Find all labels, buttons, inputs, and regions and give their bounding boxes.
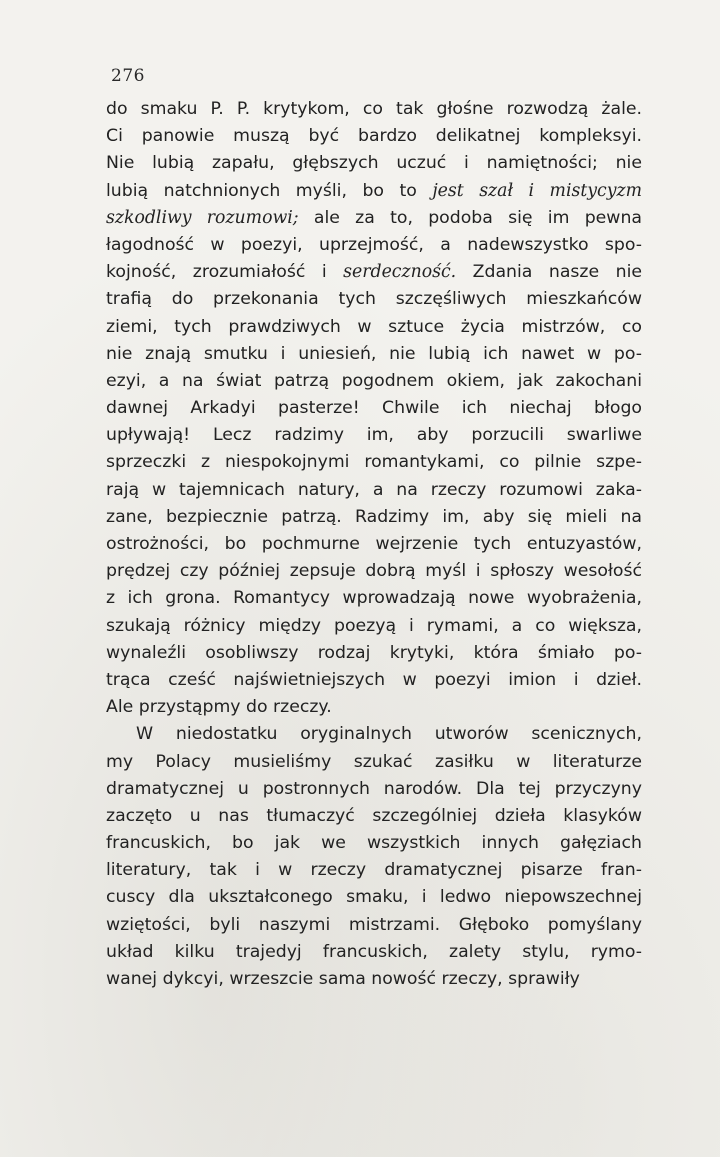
text-line: [106, 395, 642, 422]
text-line: [106, 205, 642, 232]
italic-text: serdeczność.: [343, 262, 457, 283]
text-line: [106, 96, 642, 123]
italic-text: szkodliwy rozumowi;: [106, 207, 299, 228]
text-run: ziemi, tych prawdziwych w sztuce życia mistrzów, co: [106, 316, 642, 337]
text-line: [106, 776, 642, 803]
text-run: prędzej czy później zepsuje dobrą myśl i spłoszy wesołość: [106, 561, 642, 582]
text-line: [106, 259, 642, 286]
text-run: cuscy dla ukształconego smaku, i ledwo niepowszechnej: [106, 887, 642, 908]
text-line: [106, 558, 642, 585]
text-run: W niedostatku oryginalnych utworów scenicznych,: [136, 724, 642, 745]
text-run: ezyi, a na świat patrzą pogodnem okiem, jak zakochani: [106, 370, 642, 391]
text-line: [106, 477, 642, 504]
text-line: [106, 585, 642, 612]
text-line: [106, 341, 642, 368]
text-run: z ich grona. Romantycy wprowadzają nowe wyobrażenia,: [106, 588, 642, 609]
text-run: wziętości, byli naszymi mistrzami. Głęboko pomyślany: [106, 914, 642, 935]
text-run: Ale przystąpmy do rzeczy.: [106, 697, 332, 718]
text-line: [106, 178, 642, 205]
text-line: [106, 857, 642, 884]
page-number: 276: [111, 66, 145, 86]
text-run: trafią do przekonania tych szczęśliwych mieszkańców: [106, 289, 642, 310]
text-run: ale za to, podoba się im pewna: [298, 207, 642, 228]
paragraph: [106, 96, 642, 721]
text-line: [106, 286, 642, 313]
text-run: sprzeczki z niespokojnymi romantykami, co pilnie szpe-: [106, 452, 642, 473]
text-run: my Polacy musieliśmy szukać zasiłku w literaturze: [106, 751, 642, 772]
text-line: [106, 803, 642, 830]
body-text: [106, 96, 642, 993]
text-run: Nie lubią zapału, głębszych uczuć i namiętności; nie: [106, 153, 642, 174]
text-run: nie znają smutku i uniesień, nie lubią ich nawet w po-: [106, 343, 642, 364]
text-line: [106, 449, 642, 476]
text-line: [106, 884, 642, 911]
text-line: [106, 694, 642, 721]
text-line: [106, 422, 642, 449]
text-line: [106, 368, 642, 395]
text-line: [106, 667, 642, 694]
text-line: [106, 721, 642, 748]
text-run: ostrożności, bo pochmurne wejrzenie tych entuzyastów,: [106, 534, 642, 554]
text-line: [106, 123, 642, 150]
text-run: zaczęto u nas tłumaczyć szczególniej dzieła klasyków: [106, 805, 642, 826]
text-line: [106, 966, 642, 993]
text-line: [106, 150, 642, 177]
text-run: francuskich, bo jak we wszystkich innych gałęziach: [106, 833, 642, 854]
text-run: lubią natchnionych myśli, bo to: [106, 180, 433, 201]
text-line: [106, 504, 642, 531]
text-line: [106, 232, 642, 259]
text-run: trąca cześć najświetniejszych w poezyi imion i dzieł.: [106, 669, 642, 690]
text-run: wynaleźli osobliwszy rodzaj krytyki, która śmiało po-: [106, 642, 642, 663]
text-run: szukają różnicy między poezyą i rymami, a co większa,: [106, 615, 642, 636]
text-run: upływają! Lecz radzimy im, aby porzucili swarliwe: [106, 425, 642, 446]
text-line: [106, 912, 642, 939]
text-run: łagodność w poezyi, uprzejmość, a nadewszystko spo-: [106, 234, 642, 255]
text-line: [106, 749, 642, 776]
text-run: dawnej Arkadyi pasterze! Chwile ich niechaj błogo: [106, 398, 642, 419]
text-run: literatury, tak i w rzeczy dramatycznej pisarze fran-: [106, 860, 642, 881]
paragraph: [106, 721, 642, 993]
text-run: wanej dykcyi, wrzeszcie sama nowość rzeczy, sprawiły: [106, 969, 580, 989]
text-line: [106, 531, 642, 558]
text-run: kojność, zrozumiałość i: [106, 262, 344, 283]
italic-text: jest szał i mistycyzm: [432, 180, 642, 201]
text-run: zane, bezpiecznie patrzą. Radzimy im, aby się mieli na: [106, 506, 642, 527]
text-run: Zdania nasze nie: [456, 262, 642, 283]
text-run: Ci panowie muszą być bardzo delikatnej kompleksyi.: [106, 126, 642, 147]
text-run: rają w tajemnicach natury, a na rzeczy rozumowi zaka-: [106, 479, 642, 500]
text-run: układ kilku trajedyj francuskich, zalety stylu, rymo-: [106, 941, 642, 962]
text-line: [106, 613, 642, 640]
text-line: [106, 314, 642, 341]
text-run: dramatycznej u postronnych narodów. Dla tej przyczyny: [106, 778, 642, 799]
text-line: [106, 640, 642, 667]
text-run: do smaku P. P. krytykom, co tak głośne rozwodzą żale.: [106, 99, 642, 119]
text-line: [106, 830, 642, 857]
text-line: [106, 939, 642, 966]
